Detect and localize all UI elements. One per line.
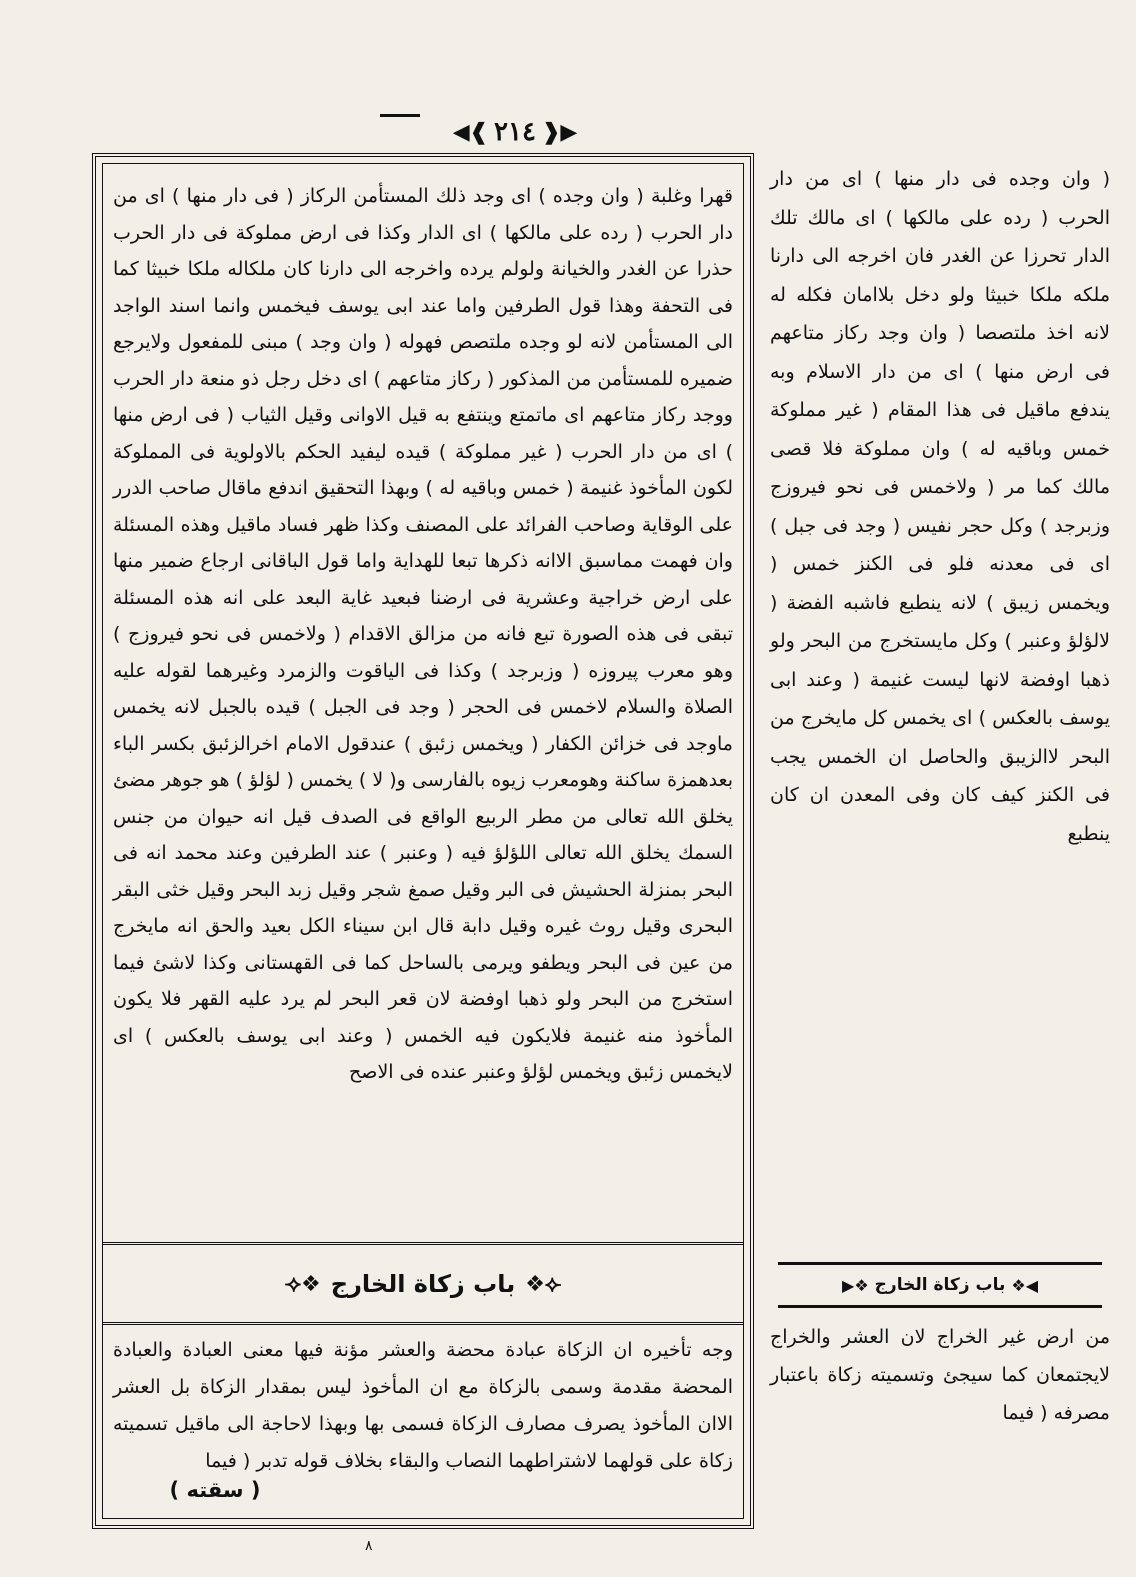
section-body-text: وجه تأخيره ان الزكاة عبادة محضة والعشر مؤنة فيها معنى العبادة والعبادة المحضة مقدمة وسمى بالزكاة مع ان المأخوذ ليس بمقدار الزكاة بل العشر الاان المأخوذ يصرف مصارف الزكاة فسمى بها وبهذا لاحاجة الى ماقيل تسميته زكاة على قولهما لاشتراطهما النصاب والبقاء بخلاف قوله تدبر ( فيما [113,1339,733,1472]
catchword: ( سقته ) [169,1478,261,1502]
page-number [440,112,590,152]
section-heading-text: باب زكاة الخارج [330,1270,516,1298]
section-divider-bottom [103,1322,743,1325]
ornament-left-icon: ◀❰ [452,119,489,145]
side-heading-ornament-right-icon: ◀❖ [1011,1275,1038,1295]
side-section-text: من ارض غير الخراج لان العشر والخراج لايجتمعان كما سيجئ وتسميته زكاة باعتبار مصرفه ( فيما [770,1326,1110,1424]
side-section-heading-text: باب زكاة الخارج [874,1275,1006,1295]
heading-ornament-right-icon: ⟢❖ [525,1271,562,1297]
commentary-text: قهرا وغلبة ( وان وجده ) اى وجد ذلك المستأمن الركاز ( فى دار منها ) اى من دار الحرب ( رده على مالكها ) اى الدار وكذا فى ارض مملوكة فى دار الحرب حذرا عن الغدر والخيانة ولولم يرده واخرجه الى دارنا كان ملكاله ملكا خبيثا كما فى التحفة وهذا قول الطرفين واما عند ابى يوسف فيخمس وانما اسند الواجد الى المستأمن لانه لو وجده ملتصص فهوله ( وان وجد ) مبنى للمفعول ولايرجع ضميره للمستأمن من المذكور ( ركاز متاعهم ) اى دخل رجل ذو منعة دار الحرب ووجد ركاز متاعهم اى ماتمتع وينتفع به قيل الاوانى وقيل الثياب ( فى ارض منها ) اى من دار الحرب ( غير مملوكة ) قيده ليفيد الحكم بالاولوية فى المملوكة لكون المأخوذ غنيمة ( خمس وباقيه له ) وبهذا التحقيق اندفع ماقال صاحب الدرر على الوقاية وصاحب الفرائد على المصنف وكذا ظهر فساد ماقيل وهذه المسئلة وان فهمت مماسبق الاانه ذكرها تبعا للهداية واما قول الباقانى ارجاع ضمير منها على ارض خراجية وعشرية فى ارضنا فبعيد غاية البعد على انه هذه المسئلة تبقى فى هذه الصورة تبع فانه من مزالق الاقدام ( ولاخمس فى نحو فيروزج ) وهو معرب پيروزه ( وزبرجد ) وكذا فى الياقوت والزمرد وغيرهما لقوله عليه الصلاة والسلام لاخمس فى الحجر ( وجد فى الجبل ) قيده بالجبل لانه يخمس ماوجد فى خزائن الكفار ( ويخمس زئبق ) عندقول الامام اخرالزئبق بكسر الباء بعدهمزة ساكنة وهومعرب زيوه بالفارسى و( لا ) يخمس ( لؤلؤ ) هو جوهر مضئ يخلق الله تعالى من مطر الربيع الواقع فى الصدف قيل انه حيوان من جنس السمك يخلق الله تعالى اللؤلؤ فيه ( وعنبر ) عند الطرفين وعند محمد انه فى البحر بمنزلة الحشيش فى البر وقيل صمغ شجر وقيل زبد البحر وقيل خثى البقر البحرى وقيل روث غيره وقيل دابة قال ابن سيناء الكل بعيد والحق انه مايخرج من عين فى البحر ويطفو ويرمى بالساحل كما فى القهستانى وكذا لاشئ فيما استخرج من البحر ولو ذهبا اوفضة لان قعر البحر لم يرد عليه القهر فلا يكون المأخوذ منه غنيمة فلايكون فيه الخمس ( وعند ابى يوسف بالعكس ) اى لايخمس زئبق ويخمس لؤلؤ وعنبر عنده فى الاصح [113,185,733,1083]
section-divider-top [103,1242,743,1245]
header-dash [380,114,420,117]
heading-ornament-left-icon: ❖⟣ [284,1271,321,1297]
side-heading-ornament-left-icon: ❖▶ [842,1275,869,1295]
ornament-right-icon: ❱▶ [541,119,578,145]
section-heading [103,1249,743,1319]
page-number-text: ٢١٤ [494,117,536,147]
main-frame [92,153,754,1529]
footer-mark: ٨ [365,1538,373,1554]
main-inner-frame [102,163,744,1519]
side-section-heading [778,1262,1102,1308]
side-matn-text: ( وان وجده فى دار منها ) اى من دار الحرب ( رده على مالكها ) اى مالك تلك الدار تحرزا عن الغدر فان اخرجه الى دارنا ملكه ملكا خبيثا ولو دخل بلاامان فكله له لانه اخذ ملتصصا ( وان وجد ركاز متاعهم فى ارض منها ) اى من دار الاسلام وبه يندفع ماقيل فى هذا المقام ( غير مملوكة خمس وباقيه له ) وان مملوكة فلا قصى مالك كما مر ( ولاخمس فى نحو فيروزج وزبرجد ) وكل حجر نفيس ( وجد فى جبل ) اى فى معدنه فلو فى الكنز خمس ( ويخمس زيبق ) لانه ينطبع فاشبه الفضة ( لالؤلؤ وعنبر ) وكل مايستخرج من البحر ولو ذهبا اوفضة لانها ليست غنيمة ( وعند ابى يوسف بالعكس ) اى يخمس كل مايخرج من البحر لاالزيبق والحاصل ان الخمس يجب فى الكنز كيف كان وفى المعدن ان كان ينطبع [770,168,1110,845]
